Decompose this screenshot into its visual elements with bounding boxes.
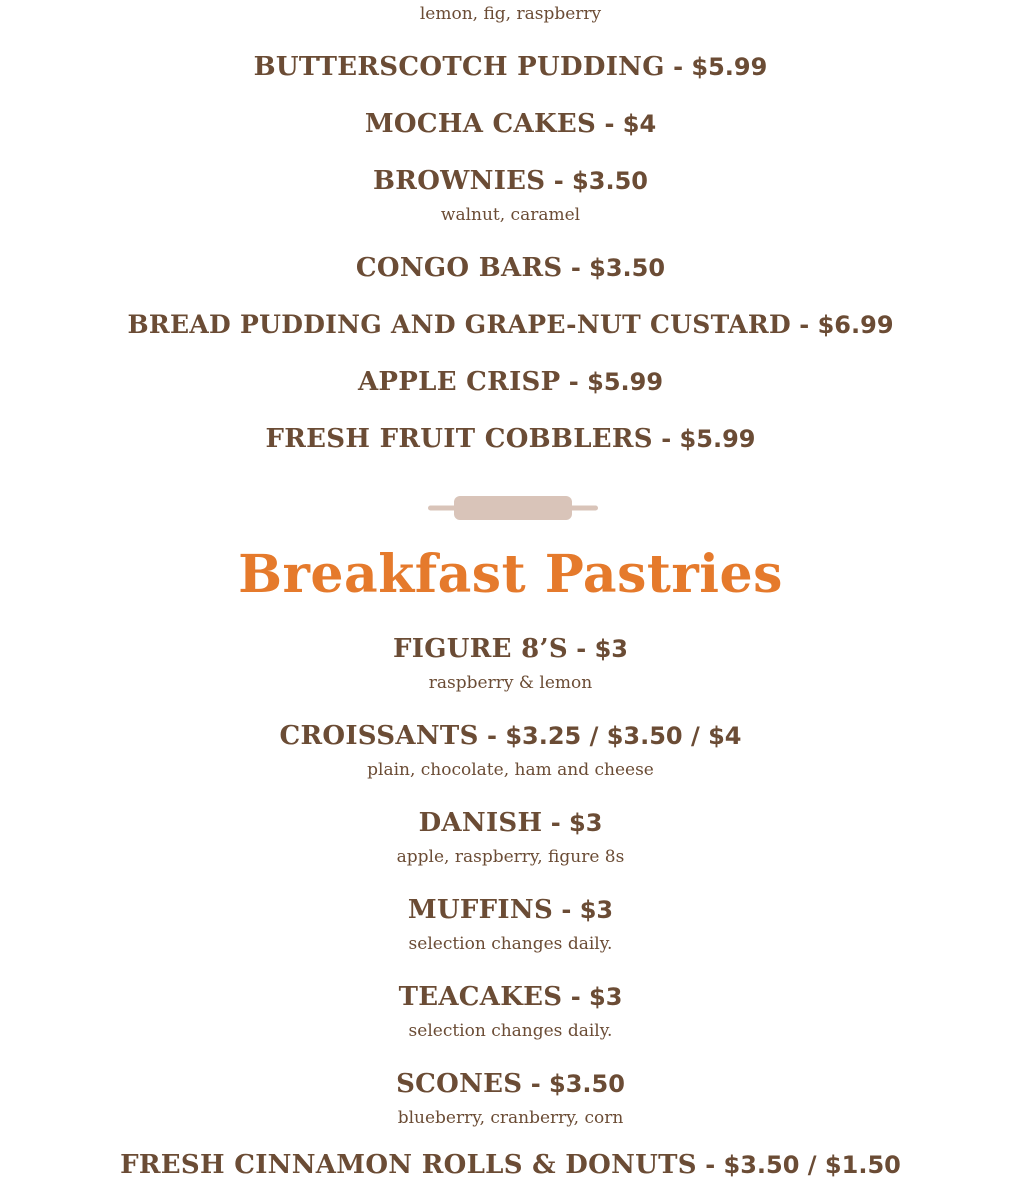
item-description: plain, chocolate, ham and cheese xyxy=(367,760,654,780)
item-price: $3 xyxy=(579,896,614,924)
price-separator: - xyxy=(545,167,573,195)
price-separator: - xyxy=(664,53,692,81)
item-description: blueberry, cranberry, corn xyxy=(397,1108,624,1128)
rolling-pin-icon xyxy=(428,494,598,526)
item-price: $5.99 xyxy=(587,368,664,396)
item-price: $3 xyxy=(589,983,623,1011)
menu-item-bread-pudding xyxy=(0,310,1021,339)
item-name: BREAD PUDDING AND GRAPE-NUT CUSTARD xyxy=(127,310,791,339)
menu-item-cinnamon-rolls-donuts xyxy=(0,1150,1021,1180)
item-name: TEACAKES xyxy=(398,982,563,1012)
item-price: $4 xyxy=(622,110,657,138)
item-name: MOCHA CAKES xyxy=(364,109,597,139)
item-price: $3.50 xyxy=(572,167,648,195)
price-separator: - xyxy=(790,311,818,339)
item-price: $5.99 xyxy=(679,425,756,453)
menu-item-muffins xyxy=(0,895,1021,925)
item-description: selection changes daily. xyxy=(408,1021,613,1041)
item-name: FIGURE 8’S xyxy=(393,634,568,664)
item-price: $5.99 xyxy=(691,53,768,81)
item-name: BUTTERSCOTCH PUDDING xyxy=(253,52,665,82)
menu-item-figure-8s xyxy=(0,634,1021,664)
item-name: CONGO BARS xyxy=(355,253,563,283)
price-separator: - xyxy=(542,809,570,837)
item-name: MUFFINS xyxy=(407,895,554,925)
menu-item-brownies xyxy=(0,166,1021,196)
price-separator: - xyxy=(696,1151,724,1179)
item-name: BROWNIES xyxy=(373,166,546,196)
item-price: $3.50 / $1.50 xyxy=(723,1151,901,1179)
item-price: $3 xyxy=(594,635,628,663)
price-separator: - xyxy=(567,635,595,663)
menu-item-apple-crisp xyxy=(0,367,1021,397)
menu-item-danish xyxy=(0,808,1021,838)
item-name: APPLE CRISP xyxy=(357,367,561,397)
price-separator: - xyxy=(562,254,590,282)
item-name: CROISSANTS xyxy=(279,721,479,751)
menu-item-congo-bars xyxy=(0,253,1021,283)
price-separator: - xyxy=(560,368,588,396)
item-description: walnut, caramel xyxy=(440,205,581,225)
price-separator: - xyxy=(553,896,580,924)
price-separator: - xyxy=(596,110,623,138)
item-description: apple, raspberry, figure 8s xyxy=(396,847,625,867)
item-price: $3.50 xyxy=(589,254,666,282)
item-description: selection changes daily. xyxy=(408,934,613,954)
item-price: $3.50 xyxy=(549,1070,625,1098)
section-title: Breakfast Pastries xyxy=(238,544,783,605)
item-price: $3 xyxy=(569,809,603,837)
menu-item-fresh-fruit-cobblers xyxy=(0,424,1021,454)
price-separator: - xyxy=(652,425,680,453)
menu-item-mocha-cakes xyxy=(0,109,1021,139)
item-name: DANISH xyxy=(418,808,543,838)
price-separator: - xyxy=(522,1070,550,1098)
item-name: SCONES xyxy=(396,1069,523,1099)
item-description: lemon, fig, raspberry xyxy=(419,4,602,24)
price-separator: - xyxy=(478,722,506,750)
item-price: $6.99 xyxy=(817,311,894,339)
menu-item-scones xyxy=(0,1069,1021,1099)
menu-item-butterscotch-pudding xyxy=(0,52,1021,82)
menu-item-teacakes xyxy=(0,982,1021,1012)
item-name: FRESH FRUIT COBBLERS xyxy=(265,424,653,454)
price-separator: - xyxy=(562,983,590,1011)
item-name: FRESH CINNAMON ROLLS & DONUTS xyxy=(120,1150,697,1180)
item-price: $3.25 / $3.50 / $4 xyxy=(505,722,742,750)
menu-item-croissants xyxy=(0,721,1021,751)
item-description: raspberry & lemon xyxy=(428,673,593,693)
